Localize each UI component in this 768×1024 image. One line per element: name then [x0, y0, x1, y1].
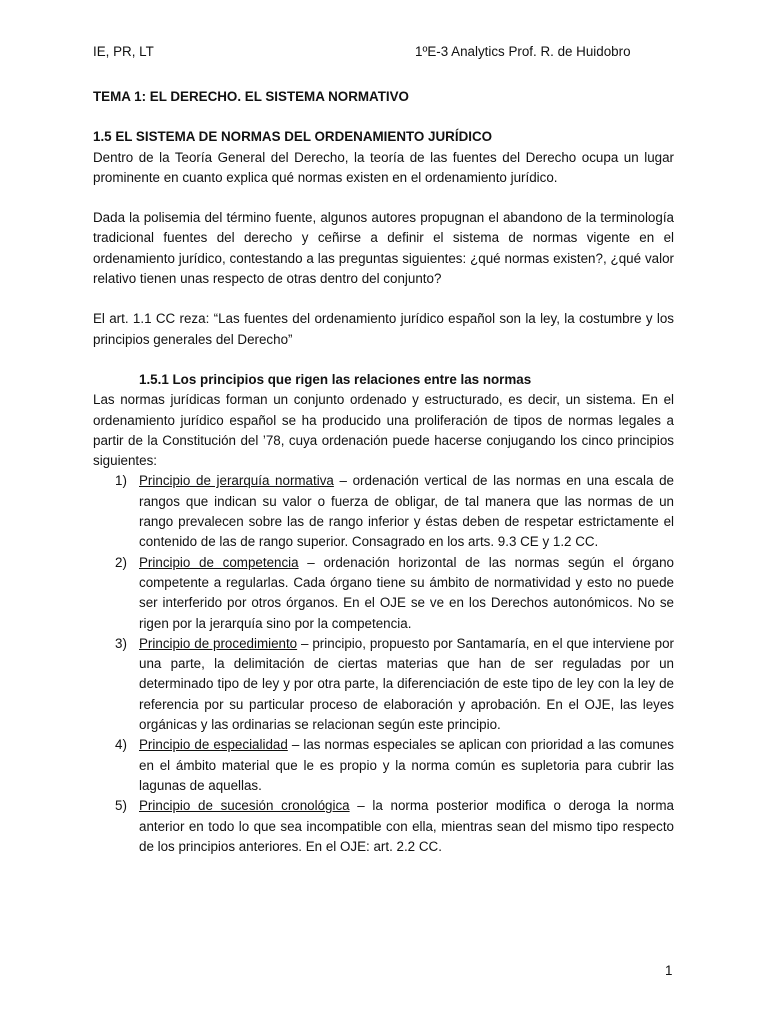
list-number: 5)	[115, 798, 127, 814]
list-number: 4)	[115, 737, 127, 753]
principle-term: Principio de competencia	[139, 554, 299, 570]
principle-description: – la norma posterior modifica o deroga la norma anterior en todo lo que sea incompatible con ella, mientras sean del mismo tipo respecto de los principios anteriores. En el OJE: art. 2.2 CC.	[139, 798, 674, 854]
principle-term: Principio de procedimiento	[139, 635, 298, 651]
principle-term: Principio de sucesión cronológica	[139, 798, 350, 814]
document-body	[93, 87, 674, 857]
principle-description: – ordenación vertical de las normas en una escala de rangos que indican su valor o fuerza de obligar, de tal manera que las normas de un rango prevalecen sobre las de rango inferior y éstas deben de respetar estrictamente el contenido de las de rango superior. Consagrado en los arts. 9.3 CE y 1.2 CC.	[139, 473, 675, 550]
principle-item	[93, 735, 674, 796]
subsection-title: 1.5.1 Los principios que rigen las relaciones entre las normas	[139, 371, 532, 387]
principle-description: – ordenación horizontal de las normas según el órgano competente a regularlas. Cada órgano tiene su ámbito de normatividad y esto no puede ser interferido por otros órganos. En el OJE se ve en los Derechos autonómicos. No se rigen por la jerarquía sino por la competencia.	[139, 554, 674, 631]
list-number: 3)	[115, 635, 127, 651]
section-paragraph-2: Dada la polisemia del término fuente, algunos autores propugnan el abandono de la terminología tradicional fuentes del derecho y ceñirse a definir el sistema de normas vigente en el ordenamiento jurídico, contestando a las preguntas siguientes: ¿qué normas existen?, ¿qué valor relativo tienen unas respecto de otras dentro del conjunto?	[93, 210, 674, 287]
list-number: 2)	[115, 554, 127, 570]
header-course-codes: IE, PR, LT	[93, 44, 154, 59]
principle-term: Principio de jerarquía normativa	[139, 473, 334, 489]
list-number: 1)	[115, 473, 127, 489]
principles-list	[93, 471, 674, 857]
principle-description: – las normas especiales se aplican con prioridad a las comunes en el ámbito material que le es propio y la norma común es supletoria para cubrir las lagunas de aquellas.	[139, 737, 674, 793]
principle-description: – principio, propuesto por Santamaría, en el que interviene por una parte, la delimitación de ciertas materias que han de ser reguladas por un determinado tipo de ley y por otra parte, la diferenciación de este tipo de ley con la ley de referencia por su particular proceso de elaboración y aprobación. En el OJE, las leyes orgánicas y las ordinarias se relacionan según este principio.	[139, 635, 674, 733]
page-number: 1	[665, 963, 673, 978]
paragraph-gap	[93, 350, 674, 370]
principle-item	[93, 634, 674, 735]
principle-item	[93, 796, 674, 857]
subsection-intro: Las normas jurídicas forman un conjunto ordenado y estructurado, es decir, un sistema. En el ordenamiento jurídico español se ha producido una proliferación de tipos de normas legales a partir de la Constitución del ’78, cuya ordenación puede hacerse conjugando los cinco principios siguientes:	[93, 392, 674, 469]
principle-term: Principio de especialidad	[139, 737, 288, 753]
paragraph-gap	[93, 289, 674, 309]
section-paragraph-1: Dentro de la Teoría General del Derecho, la teoría de las fuentes del Derecho ocupa un lugar prominente en cuanto explica qué normas existen en el ordenamiento jurídico.	[93, 149, 674, 185]
paragraph-gap	[93, 188, 674, 208]
header-course-professor: 1ºE-3 Analytics Prof. R. de Huidobro	[415, 44, 631, 59]
section-title: 1.5 EL SISTEMA DE NORMAS DEL ORDENAMIENTO JURÍDICO	[93, 129, 493, 145]
principle-item	[93, 553, 674, 634]
section-paragraph-3: El art. 1.1 CC reza: “Las fuentes del ordenamiento jurídico español son la ley, la costumbre y los principios generales del Derecho”	[93, 311, 674, 347]
document-title: TEMA 1: EL DERECHO. EL SISTEMA NORMATIVO	[93, 89, 409, 104]
principle-item	[93, 471, 674, 552]
